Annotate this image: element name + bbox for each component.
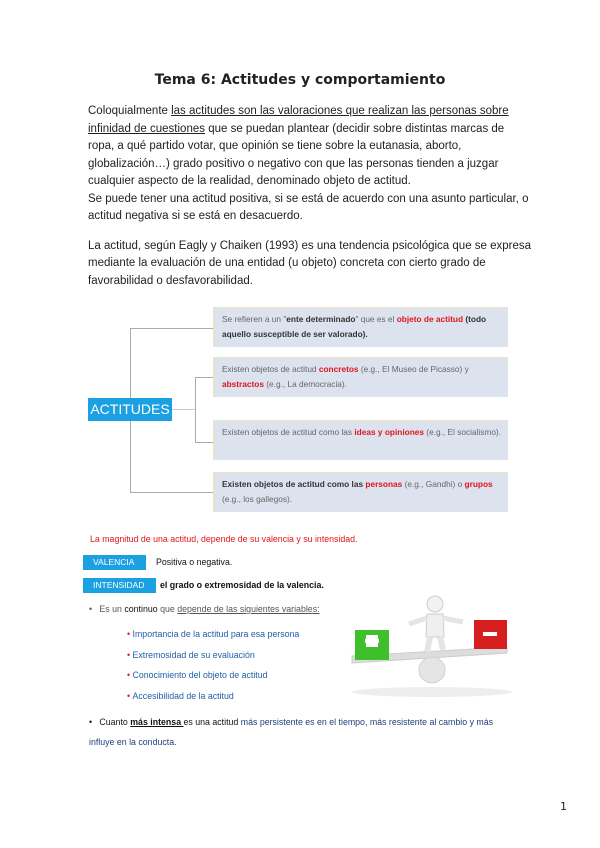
text: Es un [99, 604, 125, 614]
variable-item: • Importancia de la actitud para esa persona [127, 629, 300, 639]
text: Cuanto [99, 717, 131, 727]
intensidad-text: el grado o extremosidad de la valencia. [160, 580, 324, 590]
text: Importancia de la actitud para esa persona [132, 629, 300, 639]
text: grupos [464, 479, 493, 489]
text: (e.g., La democracia). [263, 379, 347, 389]
variable-item: • Extremosidad de su evaluación [127, 650, 255, 660]
text: (e.g., los gallegos). [222, 494, 293, 504]
connector [195, 377, 213, 378]
text: que [157, 604, 178, 614]
diagram-box-2 [213, 357, 508, 397]
connector [195, 377, 196, 442]
text: Se refieren a un " [222, 314, 287, 324]
text: abstractos [222, 379, 264, 389]
intensidad-tag: INTENSIDAD [83, 578, 156, 593]
text: Existen objetos de actitud como las [222, 427, 355, 437]
page-title: Tema 6: Actitudes y comportamiento [154, 72, 446, 88]
cuanto-bullet: • Cuanto más intensa es una actitud más persistente es en el tiempo, más resistente al cambio y más influye en la conducta. [89, 717, 494, 747]
text: Extremosidad de su evaluación [132, 650, 255, 660]
text: Accesibilidad de la actitud [132, 691, 234, 701]
text: concretos [318, 364, 359, 374]
intro-text [88, 103, 533, 290]
text: Existen objetos de actitud como las [222, 479, 366, 489]
text: (e.g., El socialismo). [424, 427, 501, 437]
text: Existen objetos de actitud [222, 364, 319, 374]
intro-paragraph [88, 103, 533, 226]
text: Se puede tener una actitud positiva, si se está de acuerdo con una asunto particular, o actitud negativa si se está en desacuerdo. [88, 192, 529, 222]
text: (todo aquello susceptible de ser valorado). [222, 314, 487, 339]
variable-item: • Conocimiento del objeto de actitud [127, 670, 268, 680]
text: ideas y opiniones [354, 427, 424, 437]
balance-illustration [347, 592, 517, 698]
underlined-text: las actitudes son las valoraciones que realizan las personas sobre infinidad de cuestiones [88, 105, 509, 135]
valencia-text: Positiva o negativa. [156, 557, 233, 567]
text: (e.g., El Museo de Picasso) y [358, 364, 469, 374]
text: objeto de actitud [396, 314, 464, 324]
text: más intensa [130, 717, 184, 727]
text: que se puedan plantear (decidir sobre distintas marcas de ropa, a qué partido votar, que opinión se tiene sobre la eutanasia, aborto, globalización…) grado positivo o negativo con que las personas tienden a juzgar cualquier aspecto de la realidad, denominado objeto de actitud. [88, 122, 505, 187]
definition-paragraph: La actitud, según Eagly y Chaiken (1993) es una tendencia psicológica que se expresa mediante la evaluación de una entidad (u objeto) concreta con cierto grado de favorabilidad o desfavorabilidad. [88, 239, 532, 287]
page-number: 1 [560, 800, 567, 813]
diagram-box-3 [213, 420, 508, 460]
variable-item: • Accesibilidad de la actitud [127, 691, 234, 701]
text: ente determinado [286, 314, 356, 324]
connector [195, 442, 213, 443]
diagram-box-4 [213, 472, 508, 512]
text: más persistente es en el tiempo, más resistente al cambio y más influye en la conducta. [89, 717, 494, 747]
text: personas [365, 479, 403, 489]
text: es una actitud [183, 717, 241, 727]
diagram-root: ACTITUDES [88, 398, 172, 421]
text: depende de las siguientes variables: [177, 604, 320, 614]
text: continuo [124, 604, 158, 614]
valencia-tag: VALENCIA [83, 555, 146, 570]
text: (e.g., Gandhi) o [402, 479, 465, 489]
connector [172, 409, 195, 410]
connector [130, 328, 213, 329]
continuo-bullet: • Es un continuo que depende de las siguientes variables: [89, 604, 320, 614]
magnitude-text: La magnitud de una actitud, depende de su valencia y su intensidad. [90, 534, 358, 544]
text: Conocimiento del objeto de actitud [132, 670, 268, 680]
text: " que es el [355, 314, 397, 324]
diagram-box-1 [213, 307, 508, 347]
text: Coloquialmente [88, 105, 172, 117]
connector [130, 492, 213, 493]
